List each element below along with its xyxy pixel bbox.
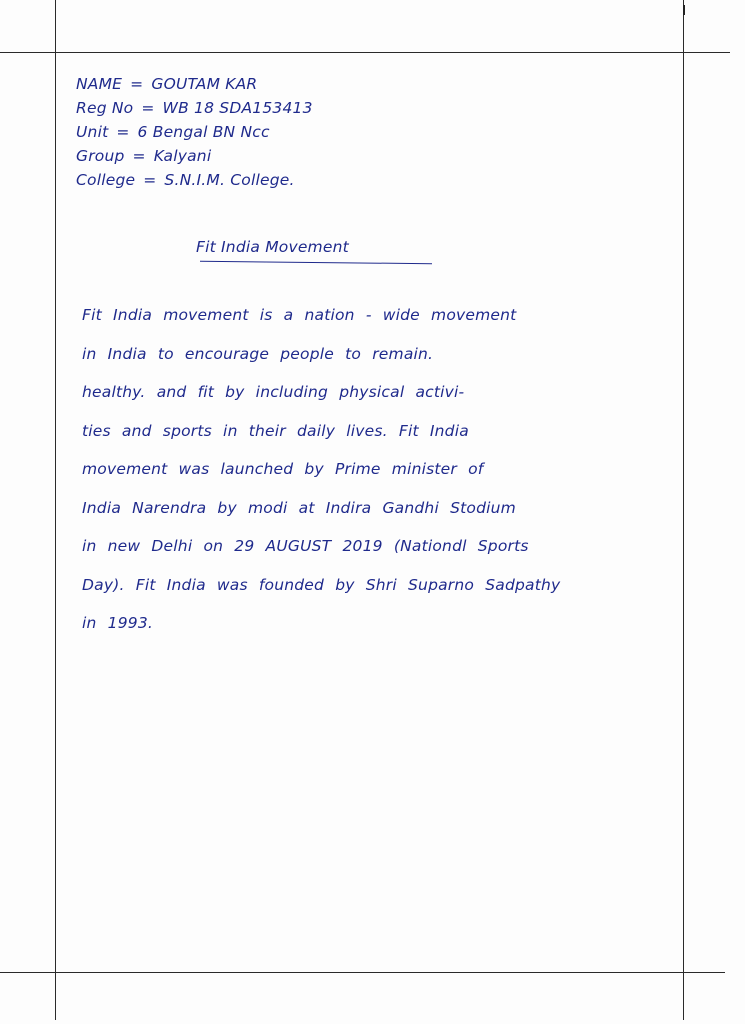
detail-separator: = [132, 147, 146, 165]
detail-row-college [76, 168, 516, 192]
essay-line: in India to encourage people to remain. [82, 344, 434, 363]
essay-line: India Narendra by modi at Indira Gandhi Stodium [82, 498, 516, 517]
detail-separator: = [116, 123, 130, 141]
essay-body [82, 296, 682, 643]
detail-value: 6 Bengal BN Ncc [137, 123, 270, 141]
essay-line: movement was launched by Prime minister of [82, 460, 484, 478]
right-margin-line [683, 0, 684, 1020]
student-details [76, 72, 516, 192]
detail-value: WB 18 SDA153413 [162, 99, 313, 117]
detail-row-unit [76, 120, 516, 144]
detail-row-name [76, 72, 516, 96]
left-margin-line [55, 0, 56, 1020]
detail-label: College [76, 171, 136, 189]
essay-line: healthy. and fit by including physical activi- [82, 383, 465, 401]
detail-separator: = [141, 99, 155, 117]
detail-row-group [76, 144, 516, 168]
detail-separator: = [143, 171, 157, 189]
bottom-margin-line [0, 972, 725, 973]
detail-row-reg-no [76, 96, 516, 120]
detail-value: S.N.I.M. College. [164, 171, 295, 189]
detail-value: GOUTAM KAR [151, 75, 258, 93]
title-underline [200, 261, 432, 264]
detail-separator: = [130, 75, 144, 93]
essay-line: Day). Fit India was founded by Shri Suparno Sadpathy [82, 575, 561, 594]
detail-label: Group [76, 147, 125, 165]
essay-line: in new Delhi on 29 AUGUST 2019 (Nationdl Sports [82, 537, 529, 555]
essay-title: Fit India Movement [196, 238, 349, 256]
margin-tick [683, 5, 685, 15]
essay-line: in 1993. [82, 614, 154, 632]
essay-line: Fit India movement is a nation - wide movement [82, 306, 517, 324]
detail-value: Kalyani [153, 147, 212, 165]
detail-label: Reg No [76, 99, 134, 117]
detail-label: NAME [76, 75, 123, 93]
essay-line: ties and sports in their daily lives. Fit India [82, 421, 469, 440]
detail-label: Unit [76, 123, 109, 141]
top-margin-line [0, 52, 730, 53]
